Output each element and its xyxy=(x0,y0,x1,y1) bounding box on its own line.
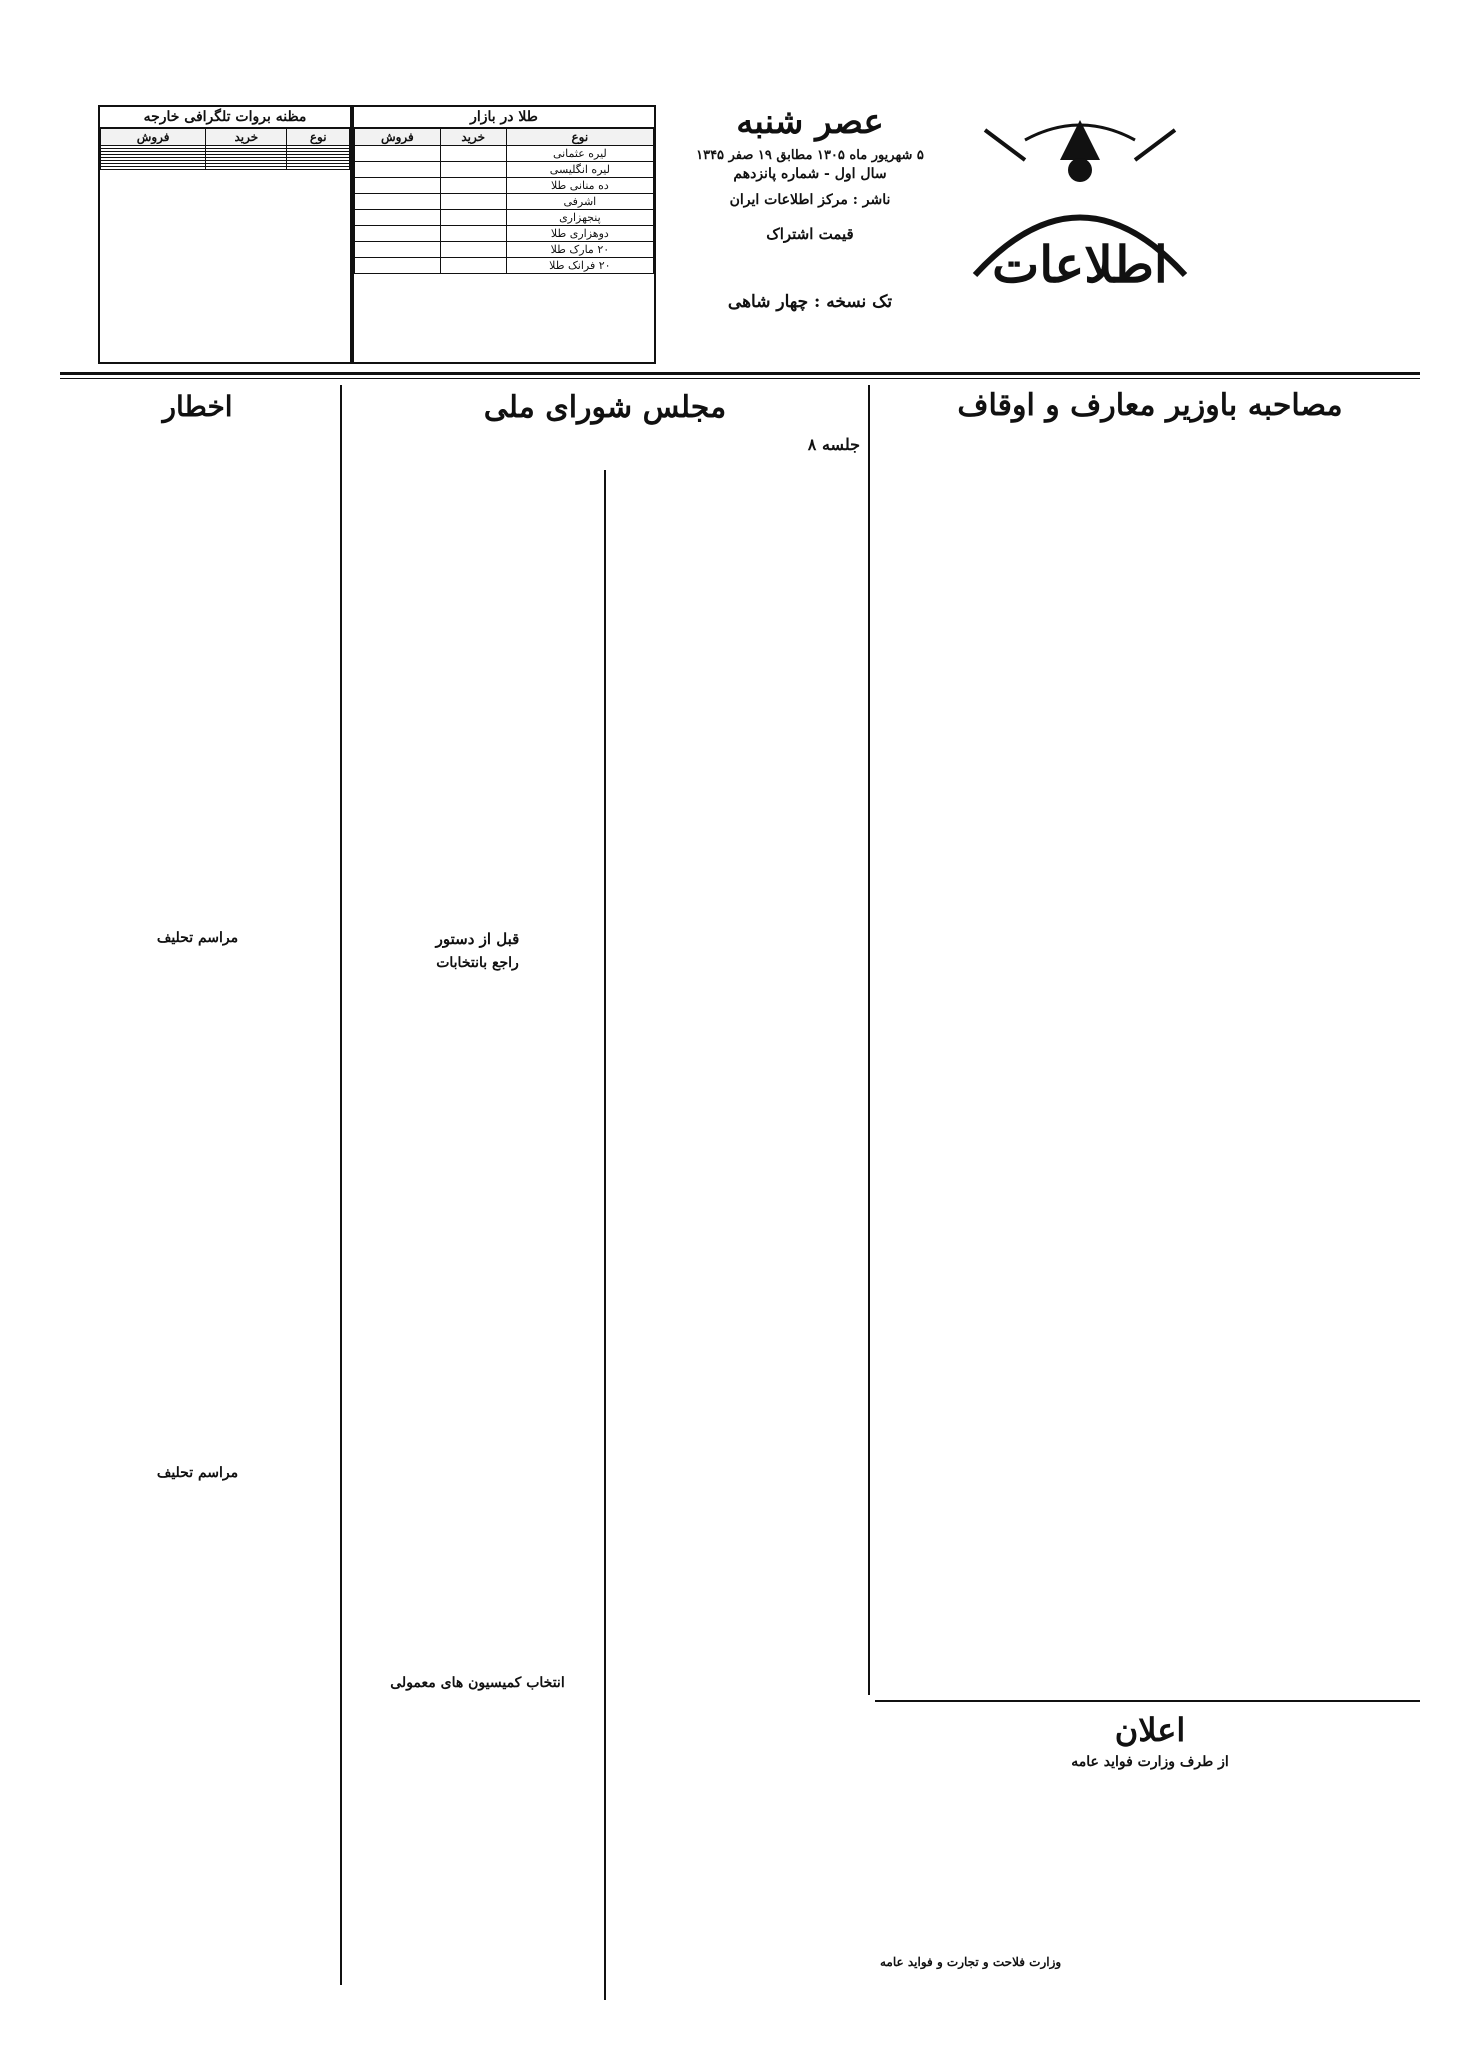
table-cell: ده منانی طلا xyxy=(506,178,653,194)
table-cell xyxy=(355,226,441,242)
table-cell: پنجهزاری xyxy=(506,210,653,226)
subscription-title: قیمت اشتراک xyxy=(766,225,854,244)
table-cell: لیره انگلیسی xyxy=(506,162,653,178)
column-divider xyxy=(868,385,870,1695)
table-cell: دوهزاری طلا xyxy=(506,226,653,242)
table-row xyxy=(355,194,654,210)
table-cell xyxy=(355,210,441,226)
table-cell xyxy=(440,226,506,242)
table-cell xyxy=(355,162,441,178)
day-title: عصر شنبه xyxy=(736,102,884,142)
section-subhead-agenda: قبل از دستور xyxy=(435,930,520,948)
warning-article xyxy=(60,385,335,1995)
masthead-info-block xyxy=(665,102,955,345)
masthead-divider xyxy=(60,378,1420,379)
gold-table xyxy=(354,128,654,274)
section-subhead-commissions: انتخاب کمیسیون های معمولی xyxy=(390,1675,565,1691)
table-row xyxy=(355,210,654,226)
section-subhead-ceremony: مراسم تحلیف xyxy=(156,1465,239,1481)
table-cell xyxy=(355,258,441,274)
notice-headline: اعلان xyxy=(1114,1711,1186,1749)
table-cell xyxy=(101,167,206,170)
fx-rate-table xyxy=(98,105,352,364)
table-cell xyxy=(440,258,506,274)
logo-text: اطلاعات xyxy=(992,235,1168,294)
table-cell xyxy=(206,167,287,170)
table-row xyxy=(355,226,654,242)
table-cell: ۲۰ فرانک طلا xyxy=(506,258,653,274)
article-headline: اخطار xyxy=(162,390,233,423)
table-row xyxy=(355,162,654,178)
table-cell xyxy=(355,194,441,210)
table-row xyxy=(101,167,350,170)
fx-table-title: مظنه بروات تلگرافی خارجه xyxy=(100,107,350,128)
logo xyxy=(965,100,1195,330)
table-cell xyxy=(355,178,441,194)
public-notice xyxy=(880,1710,1420,2000)
table-cell: لیره عثمانی xyxy=(506,146,653,162)
table-cell xyxy=(440,242,506,258)
parliament-article xyxy=(350,385,860,1995)
logo-emblem-icon xyxy=(965,100,1195,330)
fx-table xyxy=(100,128,350,170)
date-line: ۵ شهریور ماه ۱۳۰۵ مطابق ۱۹ صفر ۱۳۴۵ xyxy=(696,148,924,163)
gold-table-header-row xyxy=(355,129,654,146)
table-cell xyxy=(440,162,506,178)
notice-divider xyxy=(875,1700,1420,1702)
single-issue-price: تک نسخه : چهار شاهی xyxy=(727,292,893,313)
gold-price-table xyxy=(352,105,656,364)
table-row xyxy=(355,258,654,274)
table-cell: اشرفی xyxy=(506,194,653,210)
fx-table-header-row xyxy=(101,129,350,146)
article-headline: مصاحبه باوزیر معارف و اوقاف xyxy=(957,388,1343,423)
fx-table-header: خرید xyxy=(206,129,287,146)
table-row xyxy=(355,146,654,162)
table-cell xyxy=(355,242,441,258)
fx-table-header: نوع xyxy=(287,129,350,146)
gold-table-header: فروش xyxy=(355,129,441,146)
article-headline: مجلس شورای ملی xyxy=(483,390,727,425)
gold-table-header: نوع xyxy=(506,129,653,146)
section-subhead-elections: راجع بانتخابات xyxy=(436,955,519,971)
section-subhead-ceremony: مراسم تحلیف xyxy=(156,930,239,946)
fx-table-header: فروش xyxy=(101,129,206,146)
gold-table-title: طلا در بازار xyxy=(354,107,654,128)
table-cell xyxy=(440,194,506,210)
publisher-line: ناشر : مرکز اطلاعات ایران xyxy=(729,191,891,208)
table-cell xyxy=(355,146,441,162)
issue-line: سال اول - شماره پانزدهم xyxy=(733,166,887,183)
table-row xyxy=(355,242,654,258)
column-divider xyxy=(340,385,342,1985)
table-cell xyxy=(440,146,506,162)
table-cell xyxy=(287,167,350,170)
session-label: جلسه ۸ xyxy=(807,435,860,454)
table-cell: ۲۰ مارک طلا xyxy=(506,242,653,258)
table-cell xyxy=(440,178,506,194)
notice-signature: وزارت فلاحت و تجارت و فواید عامه xyxy=(880,1955,1062,1969)
gold-table-header: خرید xyxy=(440,129,506,146)
masthead-divider xyxy=(60,372,1420,375)
interview-article xyxy=(880,385,1420,1695)
notice-subhead: از طرف وزارت فواید عامه xyxy=(1071,1754,1229,1770)
table-cell xyxy=(440,210,506,226)
table-row xyxy=(355,178,654,194)
